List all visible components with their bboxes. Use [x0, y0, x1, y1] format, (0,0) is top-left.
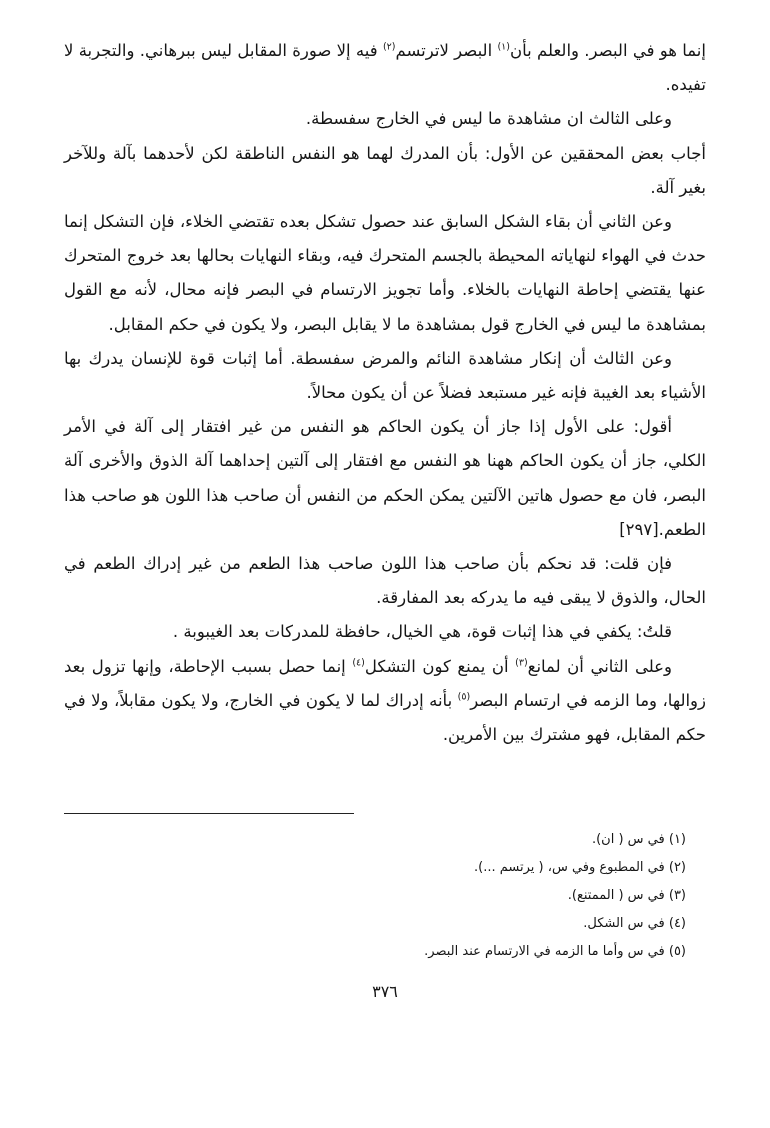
- footnote-item: (٥) في س وأما ما الزمه في الارتسام عند البصر.: [424, 944, 686, 959]
- text-segment: أقول: على الأول إذا جاز أن يكون الحاكم هو النفس من غير افتقار إلى آلة في الأمر الكلي، جاز أن يكون الحاكم ههنا هو النفس مع افتقار إلى آلتين إحداهما آلة الذوق والأخرى آلة البصر، فان مع حصول هاتين الآلتين يمكن الحكم من النفس أن صاحب هذا اللون هو صاحب هذا الطعم.[٢٩٧]: [64, 417, 706, 539]
- paragraph: [64, 102, 706, 136]
- text-segment: وعن الثاني أن بقاء الشكل السابق عند حصول تشكل بعده تقتضي الخلاء، فإن التشكل إنما حدث في الهواء لنهاياته المحيطة بالجسم المتحرك فيه، وبقاء النهايات بحالها بعد خروج المتحرك عنها يقتضي إحاطة النهايات بالخلاء. وأما تجويز الارتسام في البصر فإنه محال، لأنه مع القول بمشاهدة ما ليس في الخارج قول بمشاهدة ما لا يقابل البصر، ولا يكون في حكم المقابل.: [64, 212, 706, 334]
- footnote-divider: [64, 813, 354, 814]
- footnote-item: (١) في س ( ان).: [591, 832, 686, 847]
- paragraph: [64, 650, 706, 753]
- footnotes-list: [64, 826, 706, 966]
- footnote-reference: (٤): [352, 657, 365, 669]
- text-segment: إنما هو في البصر. والعلم بأن: [510, 41, 706, 60]
- page-number: ٣٧٦: [372, 982, 398, 1001]
- footnote-reference: (٥): [457, 691, 471, 703]
- paragraph: [64, 615, 706, 649]
- book-page: [64, 34, 706, 1094]
- paragraph: [64, 137, 706, 205]
- text-segment: قلتُ: يكفي في هذا إثبات قوة، هي الخيال، حافظة للمدركات بعد الغيبوبة .: [172, 622, 672, 642]
- footnote-reference: (٢): [382, 41, 396, 53]
- paragraph: [64, 34, 706, 102]
- text-segment: فإن قلت: قد نحكم بأن صاحب هذا اللون صاحب هذا الطعم من غير إدراك الطعم في الحال، والذوق لا يبقى فيه ما يدركه بعد المفارقة.: [64, 554, 706, 608]
- text-segment: وعلى الثاني أن لمانع: [527, 656, 672, 676]
- footnote-item: (٣) في س ( الممتنع).: [567, 888, 686, 903]
- text-segment: فيه إلا صورة المقابل ليس ببرهاني. والتجربة لا تفيده.: [64, 41, 706, 95]
- paragraph: [64, 342, 706, 410]
- text-segment: أن يمنع كون التشكل: [364, 656, 516, 676]
- footnote-item: (٤) في س الشكل.: [583, 916, 686, 931]
- paragraph: [64, 205, 706, 342]
- text-segment: أجاب بعض المحققين عن الأول: بأن المدرك لهما هو النفس الناطقة لكن لأحدهما بآلة وللآخر بغير آلة.: [64, 143, 706, 197]
- text-segment: بأنه إدراك لما لا يكون في الخارج، ولا يكون مقابلاً، ولا في حكم المقابل، فهو مشترك بين الأمرين.: [64, 690, 706, 745]
- text-segment: إنما حصل بسبب الإحاطة، وإنها تزول بعد زوالها، وما الزمه في ارتسام البصر: [64, 656, 706, 710]
- footnote-reference: (١): [497, 41, 510, 53]
- paragraph: [64, 410, 706, 547]
- text-segment: وعن الثالث أن إنكار مشاهدة النائم والمرض سفسطة. أما إثبات قوة للإنسان يدرك بها الأشياء بعد الغيبة فإنه غير مستبعد فضلاً عن أن يكون محالاً.: [64, 348, 706, 403]
- footnote-reference: (٣): [515, 657, 528, 669]
- paragraph: [64, 547, 706, 615]
- main-text: [64, 34, 706, 752]
- text-segment: وعلى الثالث ان مشاهدة ما ليس في الخارج سفسطة.: [305, 109, 672, 129]
- text-segment: البصر لاترتسم: [395, 41, 498, 60]
- footnote-item: (٢) في المطبوع وفي س، ( يرتسم ...).: [474, 860, 686, 875]
